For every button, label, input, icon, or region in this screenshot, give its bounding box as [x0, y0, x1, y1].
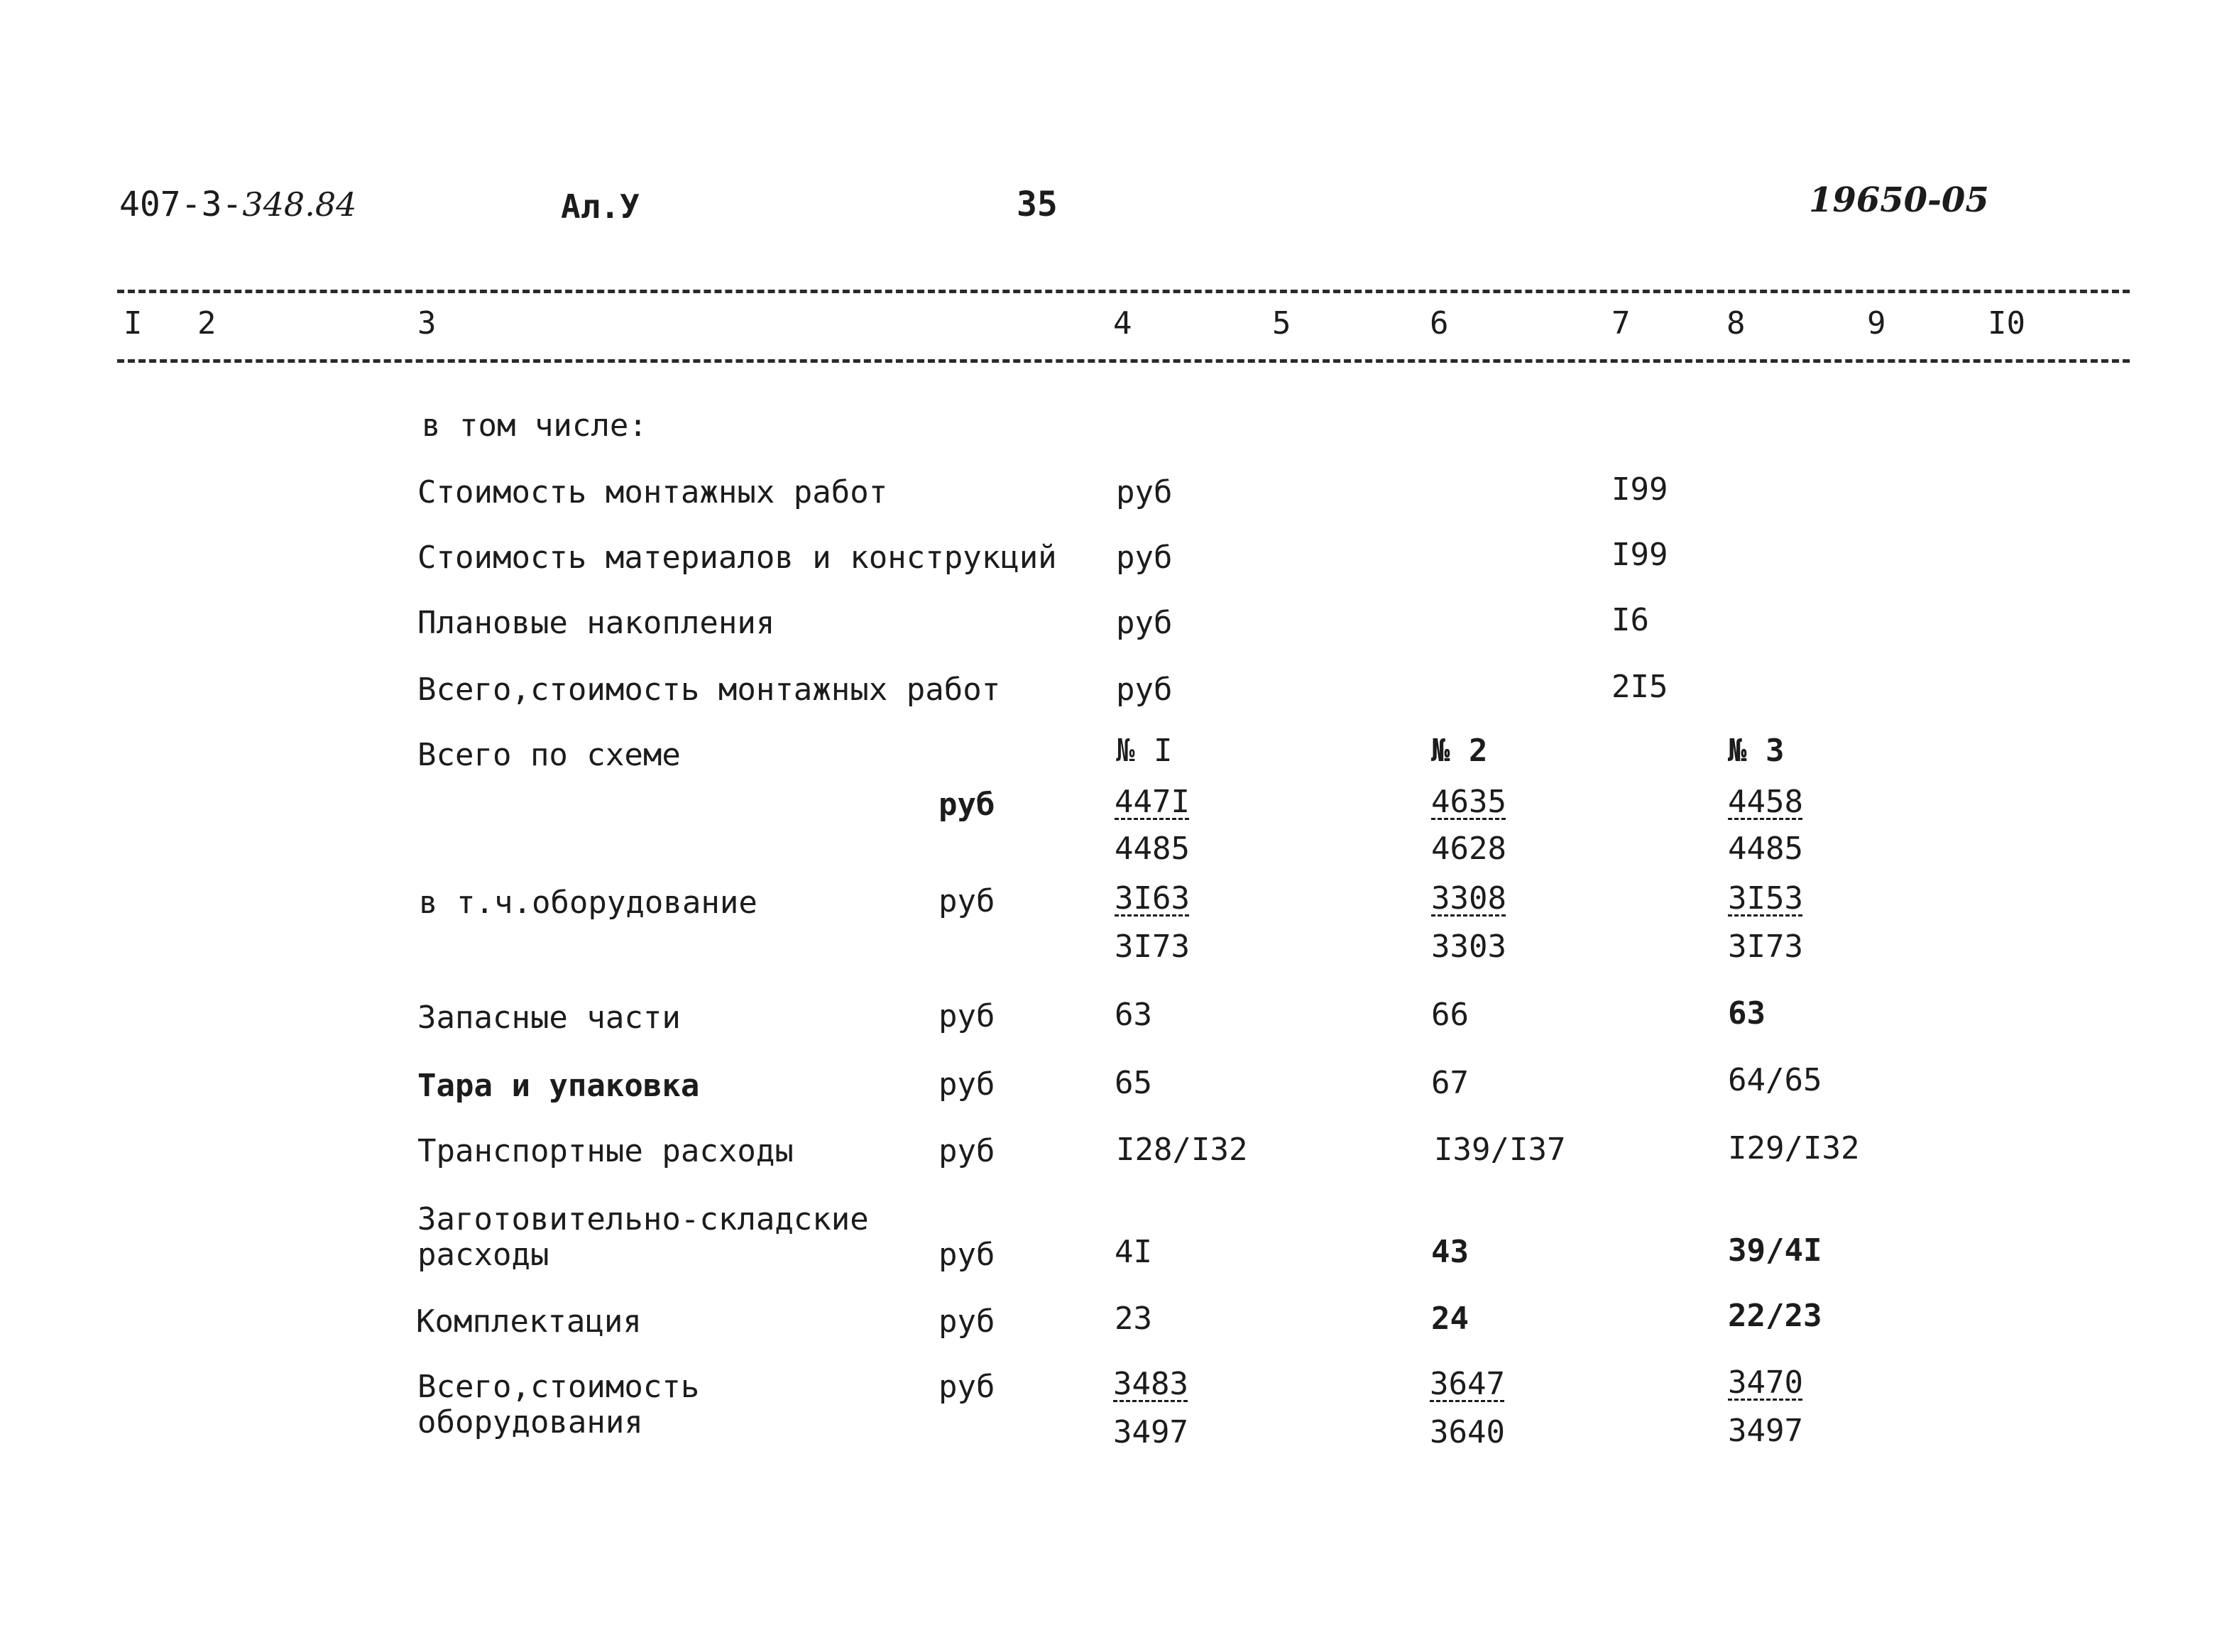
scheme-value-bottom: 4485 — [1115, 831, 1190, 867]
page-number: 35 — [1017, 185, 1058, 224]
document-code-handwritten: 348.84 — [242, 185, 357, 224]
scheme-total-label: Всего по схеме — [417, 737, 681, 773]
equipment-value-bottom: 3303 — [1431, 929, 1506, 965]
column-number-8: 8 — [1726, 305, 1746, 341]
install-row-unit: руб — [1116, 672, 1173, 708]
cost-row-value: 4I — [1115, 1234, 1152, 1270]
column-number-7: 7 — [1611, 305, 1631, 341]
install-row-unit: руб — [1116, 474, 1173, 510]
cost-row-label: Тара и упаковка — [417, 1068, 700, 1104]
cost-row-value: 63 — [1728, 995, 1766, 1032]
cost-row-value: 24 — [1431, 1301, 1469, 1337]
section-label: в том числе: — [422, 407, 647, 444]
scheme-value-bottom: 4485 — [1728, 831, 1803, 867]
cost-row-unit: руб — [938, 998, 995, 1034]
equipment-label: в т.ч.оборудование — [419, 885, 757, 921]
scheme-label: № 3 — [1728, 733, 1785, 769]
column-number-2: 2 — [197, 305, 217, 341]
document-code-printed: 407-3- — [119, 185, 243, 224]
cost-row-value: 67 — [1431, 1065, 1469, 1101]
column-number-5: 5 — [1272, 305, 1291, 341]
scheme-value-bottom: 4628 — [1431, 831, 1506, 867]
cost-row-label: Запасные части — [417, 1000, 681, 1036]
install-row-label: Плановые накопления — [417, 605, 775, 641]
column-number-4: 4 — [1113, 305, 1132, 341]
install-row-unit: руб — [1116, 540, 1173, 576]
scheme-total-unit: руб — [938, 787, 995, 823]
install-row-value: I6 — [1611, 602, 1649, 638]
equipment-value-bottom: 3I73 — [1728, 929, 1803, 965]
cost-row-label: Комплектация — [416, 1303, 642, 1340]
cost-row-value: 22/23 — [1728, 1298, 1822, 1334]
album-label: Ал.У — [561, 187, 640, 226]
column-number-9: 9 — [1867, 305, 1886, 341]
install-row-value: I99 — [1611, 537, 1668, 573]
cost-row-value: I29/I32 — [1728, 1130, 1860, 1166]
cost-row-unit: руб — [938, 1066, 995, 1103]
column-number-1: I — [124, 305, 143, 341]
install-row-label: Стоимость монтажных работ — [417, 474, 888, 510]
install-row-unit: руб — [1116, 605, 1173, 641]
install-row-label: Стоимость материалов и конструкций — [417, 540, 1057, 576]
total-equipment-value-bottom: 3640 — [1430, 1414, 1505, 1450]
total-equipment-label-line1: Всего,стоимость — [417, 1369, 700, 1405]
cost-row-value: 23 — [1115, 1301, 1152, 1337]
total-equipment-value-top: 3647 — [1430, 1366, 1505, 1402]
equipment-value-bottom: 3I73 — [1115, 929, 1190, 965]
header-top-dash-line — [117, 290, 2130, 293]
cost-row-value: I39/I37 — [1434, 1132, 1566, 1168]
cost-row-unit: руб — [938, 1303, 995, 1340]
handwritten-stamp: 19650-05 — [1809, 180, 1989, 220]
header-bottom-dash-line — [117, 359, 2130, 363]
equipment-value-top: 3I63 — [1115, 880, 1190, 917]
cost-row-value: 64/65 — [1728, 1062, 1822, 1098]
total-equipment-value-bottom: 3497 — [1113, 1414, 1188, 1450]
scheme-value-top: 4635 — [1431, 784, 1506, 820]
install-row-label: Всего,стоимость монтажных работ — [417, 672, 1001, 708]
install-row-value: I99 — [1611, 471, 1668, 508]
cost-row-unit: руб — [938, 1133, 995, 1169]
total-equipment-value-top: 3470 — [1728, 1364, 1803, 1401]
column-number-6: 6 — [1430, 305, 1449, 341]
total-equipment-value-top: 3483 — [1113, 1366, 1188, 1402]
equipment-unit: руб — [938, 883, 995, 919]
cost-row-value: 65 — [1115, 1065, 1152, 1101]
install-row-value: 2I5 — [1611, 669, 1668, 705]
scheme-label: № I — [1116, 733, 1173, 769]
column-number-10: I0 — [1988, 305, 2025, 341]
cost-row-unit: руб — [938, 1237, 995, 1273]
cost-row-label-line1: Заготовительно-складские — [417, 1201, 869, 1237]
column-number-3: 3 — [417, 305, 437, 341]
total-equipment-value-bottom: 3497 — [1728, 1413, 1803, 1449]
total-equipment-label-line2: оборудования — [417, 1404, 643, 1440]
scheme-label: № 2 — [1431, 733, 1488, 769]
total-equipment-unit: руб — [938, 1369, 995, 1405]
cost-row-value: I28/I32 — [1116, 1132, 1248, 1168]
scheme-value-top: 447I — [1115, 784, 1190, 820]
scheme-value-top: 4458 — [1728, 784, 1803, 820]
cost-row-value: 66 — [1431, 997, 1469, 1033]
equipment-value-top: 3308 — [1431, 880, 1506, 917]
document-code — [119, 185, 357, 224]
cost-row-label-line2: расходы — [417, 1237, 549, 1273]
cost-row-value: 39/4I — [1728, 1232, 1822, 1269]
cost-row-value: 63 — [1115, 997, 1152, 1033]
cost-row-value: 43 — [1431, 1234, 1469, 1270]
equipment-value-top: 3I53 — [1728, 880, 1803, 917]
cost-row-label: Транспортные расходы — [417, 1133, 794, 1169]
